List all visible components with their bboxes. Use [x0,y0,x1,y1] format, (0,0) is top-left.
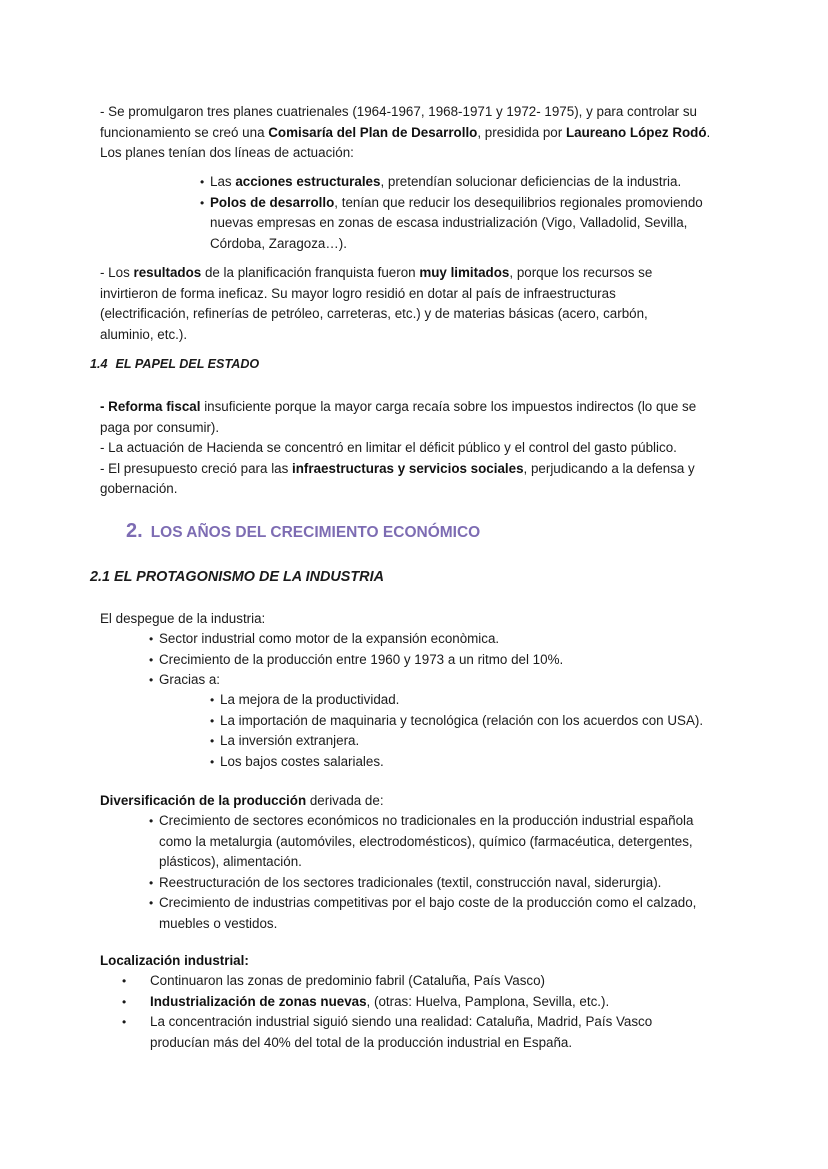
text-run: La mejora de la productividad. [220,692,400,707]
list-item [149,873,724,894]
section-2-heading [126,518,480,546]
bold-run: muy limitados [419,265,510,280]
text-run: , (otras: Huelva, Pamplona, Sevilla, etc.). [366,993,610,1009]
text-run: La concentración industrial siguió siendo una realidad: Cataluña, Madrid, País Vasco producían más del 40% del total de la producción industrial en España. [150,1014,653,1050]
bullet-icon: • [149,814,154,828]
list-item [200,193,720,255]
text-run: - Se promulgaron tres planes cuatrienales (1964-1967, 1968-1971 y 1972- 1975), y para controlar su funcionamiento se creó una [100,104,697,140]
list-item [122,971,690,992]
bullet-icon: • [149,896,154,910]
diversificacion-intro [100,791,730,812]
gracias-list [210,690,760,772]
bullet-icon: • [122,994,127,1009]
bold-run: Comisaría del Plan de Desarrollo [268,124,478,140]
reforma-paragraph [100,397,720,500]
bullet-icon: • [122,1015,127,1029]
list-item [149,670,739,691]
bullet-icon: • [149,673,154,687]
despegue-intro: El despegue de la industria: [100,611,266,626]
text-run: derivada de: [306,793,384,808]
list-item [210,711,760,732]
bold-run: Industrialización de zonas nuevas [150,993,367,1009]
text-run: , pretendían solucionar deficiencias de la industria. [380,174,682,189]
bold-run: Polos de desarrollo [210,194,335,210]
bullet-icon: • [149,875,154,890]
text-run: Crecimiento de la producción entre 1960 y 1973 a un ritmo del 10%. [159,651,564,667]
section-2-1-heading: 2.1 EL PROTAGONISMO DE LA INDUSTRIA [90,569,384,585]
resultados-paragraph [100,263,685,345]
text-run: Gracias a: [159,672,221,687]
list-item [210,690,760,711]
bold-run: - Reforma fiscal [100,399,201,414]
list-item [122,1012,690,1053]
text-run: Sector industrial como motor de la expansión econòmica. [159,631,500,646]
diversificacion-list [149,811,724,934]
text-run: Los bajos costes salariales. [220,753,384,769]
section-1-4-heading [90,354,259,375]
bold-run: infraestructuras y servicios sociales [292,460,524,476]
bold-run: acciones estructurales [235,174,381,189]
list-item [122,992,690,1013]
bullet-icon: • [200,195,205,210]
text-run: Crecimiento de industrias competitivas por el bajo coste de la producción como el calzado, muebles o vestidos. [159,895,697,931]
bullet-icon: • [149,652,154,667]
bullet-icon: • [122,974,127,988]
text-run: Reestructuración de los sectores tradicionales (textil, construcción naval, siderurgia). [159,874,662,890]
bullet-icon: • [210,713,215,728]
section-number: 2. [126,520,143,542]
bold-run: resultados [133,265,202,280]
list-item [149,629,739,650]
list-item [149,650,739,671]
text-run: - El presupuesto creció para las [100,460,293,476]
text-run: La importación de maquinaria y tecnológica (relación con los acuerdos con USA). [220,712,704,728]
text-run: Las [210,174,236,189]
section-number: 1.4 [90,357,108,371]
lineas-list [200,172,720,254]
localizacion-title [100,951,730,972]
text-run: , tenían que reducir los desequilibrios regionales promoviendo nuevas empresas en zonas de escasa industrialización (Vigo, Valladolid, Sevilla, Córdoba, Zaragoza…). [210,194,703,251]
text-run: - Los [100,265,134,280]
section-title: LOS AÑOS DEL CRECIMIENTO ECONÓMICO [150,524,481,541]
text-run: La inversión extranjera. [220,733,360,748]
list-item [210,731,760,752]
planes-paragraph [100,102,730,164]
bullet-icon: • [210,754,215,769]
list-item [200,172,720,193]
bullet-icon: • [200,175,205,189]
list-item [149,893,724,934]
text-run: Crecimiento de sectores económicos no tradicionales en la producción industrial española como la metalurgia (automóviles, electrodomésticos), químico (farmacéutica, detergentes, plásticos), alimentación. [159,813,694,869]
text-run: insuficiente porque la mayor carga recaía sobre los impuestos indirectos (lo que se paga por consumir). [100,399,697,435]
text-run: Continuaron las zonas de predominio fabril (Cataluña, País Vasco) [150,973,545,988]
text-run: . Los planes tenían dos líneas de actuación: [100,124,711,160]
text-run: - La actuación de Hacienda se concentró en limitar el déficit público y el control del gasto público. [100,440,677,455]
bullet-icon: • [149,632,154,646]
list-item [210,752,760,773]
text-run: , perjudicando a la defensa y gobernación. [100,460,695,496]
despegue-list [149,629,739,691]
bold-run: Diversificación de la producción [100,793,307,808]
bullet-icon: • [210,693,215,707]
text-run: , presidida por [477,124,566,140]
list-item [149,811,724,873]
localizacion-list [122,971,690,1053]
bullet-icon: • [210,734,215,748]
section-title: EL PAPEL DEL ESTADO [115,357,260,371]
bold-run: Laureano López Rodó [565,124,707,140]
text-run: , porque los recursos se invirtieron de forma ineficaz. Su mayor logro residió en dotar al país de infraestructuras (electrificación, refinerías de petróleo, carreteras, etc.) y de materias básicas (acero, carbón, aluminio, etc.). [100,265,653,342]
bold-run: Localización industrial: [100,953,249,968]
text-run: de la planificación franquista fueron [201,265,420,280]
